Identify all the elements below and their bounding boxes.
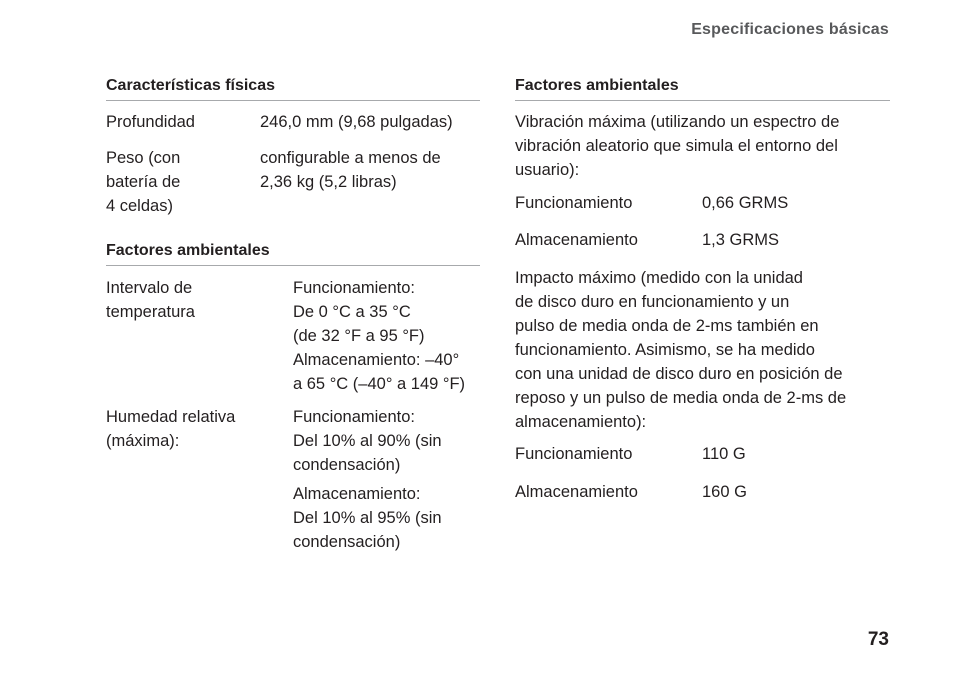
spec-row-depth bbox=[106, 110, 480, 134]
spec-label: Intervalo de temperatura bbox=[106, 279, 195, 321]
spec-value: configurable a menos de 2,36 kg (5,2 libras) bbox=[260, 149, 441, 191]
shock-row-operating bbox=[515, 442, 890, 466]
physical-section-heading: Características físicas bbox=[106, 76, 480, 101]
spec-label: Humedad relativa (máxima): bbox=[106, 408, 236, 450]
environmental-section-heading-right: Factores ambientales bbox=[515, 76, 890, 101]
spec-value: 246,0 mm (9,68 pulgadas) bbox=[260, 113, 453, 131]
spec-value: 160 G bbox=[702, 483, 747, 501]
spec-value: Almacenamiento: Del 10% al 95% (sin condensación) bbox=[293, 485, 442, 551]
spec-row-humidity-storage bbox=[106, 482, 480, 554]
spec-label: Almacenamiento bbox=[515, 483, 638, 501]
spec-row-weight bbox=[106, 146, 480, 218]
spec-value: 1,3 GRMS bbox=[702, 231, 780, 249]
spec-label: Almacenamiento bbox=[515, 231, 638, 249]
right-column bbox=[515, 76, 890, 504]
vibration-row-operating bbox=[515, 191, 890, 215]
left-column bbox=[106, 76, 480, 554]
spec-value: Funcionamiento: Del 10% al 90% (sin condensación) bbox=[293, 408, 442, 474]
spec-label: Funcionamiento bbox=[515, 445, 633, 463]
vibration-intro: Vibración máxima (utilizando un espectro de vibración aleatorio que simula el entorno del usuario): bbox=[515, 113, 840, 179]
shock-intro: Impacto máximo (medido con la unidad de disco duro en funcionamiento y un pulso de media onda de 2-ms también en funcionamiento. Asimismo, se ha medido con una unidad de disco duro en posición de reposo y un pulso de media onda de 2-ms de almacenamiento): bbox=[515, 269, 847, 431]
spec-row-humidity bbox=[106, 405, 480, 477]
spec-label bbox=[106, 482, 293, 554]
page-number: 73 bbox=[867, 629, 889, 650]
spec-value: 110 G bbox=[702, 445, 746, 463]
running-head: Especificaciones básicas bbox=[691, 21, 889, 38]
spec-value: 0,66 GRMS bbox=[702, 194, 789, 212]
spec-label: Peso (con batería de 4 celdas) bbox=[106, 149, 181, 215]
spec-row-temperature bbox=[106, 276, 480, 396]
spec-label: Profundidad bbox=[106, 113, 195, 131]
spec-label: Funcionamiento bbox=[515, 194, 633, 212]
vibration-row-storage bbox=[515, 228, 890, 252]
environmental-section-heading: Factores ambientales bbox=[106, 241, 480, 266]
spec-value: Funcionamiento: De 0 °C a 35 °C (de 32 °F a 95 °F) Almacenamiento: –40° a 65 °C (–40° a 149 °F) bbox=[293, 279, 466, 393]
shock-row-storage bbox=[515, 480, 890, 504]
